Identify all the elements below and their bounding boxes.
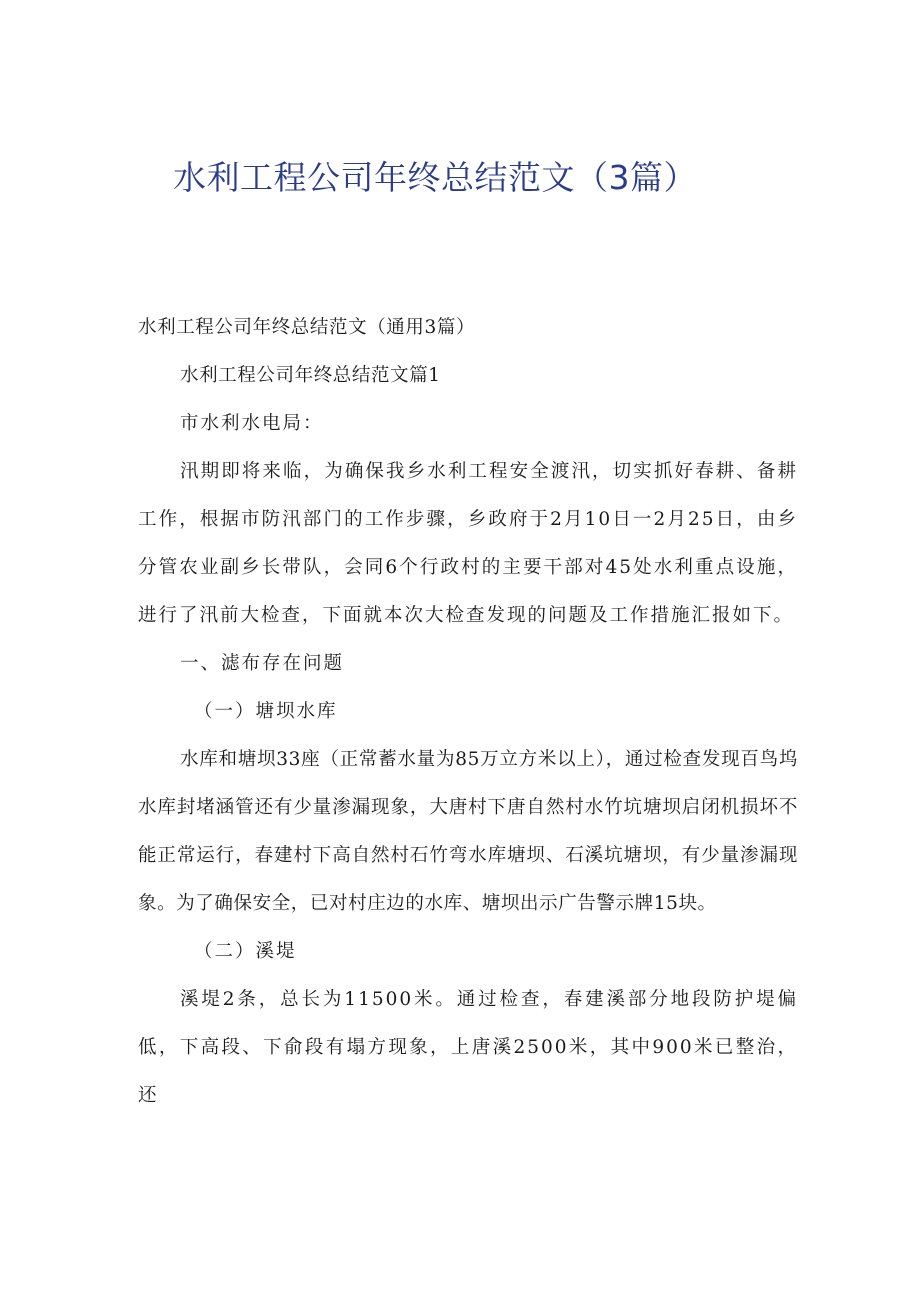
document-subtitle: 水利工程公司年终总结范文（通用3篇） [138, 317, 476, 338]
document-body [138, 304, 798, 1120]
paragraph-embankments: 溪堤2条，总长为11500米。通过检查，春建溪部分地段防护堤偏低，下高段、下俞段有塌方现象，上唐溪2500米，其中900米已整治，还 [138, 989, 798, 1106]
paragraph-intro: 汛期即将来临，为确保我乡水利工程安全渡汛，切实抓好春耕、备耕工作，根据市防汛部门的工作步骤，乡政府于2月10日一2月25日，由乡分管农业副乡长带队，会同6个行政村的主要干部对45处水利重点设施，进行了汛前大检查，下面就本次大检查发现的问题及工作措施汇报如下。 [138, 461, 798, 626]
document-title: 水利工程公司年终总结范文（3篇） [173, 158, 697, 197]
section-title: 水利工程公司年终总结范文篇1 [180, 365, 441, 386]
subheading-embankments: （二）溪堤 [194, 941, 297, 962]
addressee: 市水利水电局： [180, 413, 324, 434]
heading-problems: 一、滤布存在问题 [180, 653, 345, 674]
paragraph-reservoirs: 水库和塘坝33座（正常蓄水量为85万立方米以上），通过检查发现百鸟坞水库封堵涵管还有少量渗漏现象，大唐村下唐自然村水竹坑塘坝启闭机损坏不能正常运行，春建村下高自然村石竹弯水库塘坝、石溪坑塘坝，有少量渗漏现象。为了确保安全，已对村庄边的水库、塘坝出示广告警示牌15块。 [138, 749, 798, 914]
subheading-reservoirs: （一）塘坝水库 [194, 701, 338, 722]
